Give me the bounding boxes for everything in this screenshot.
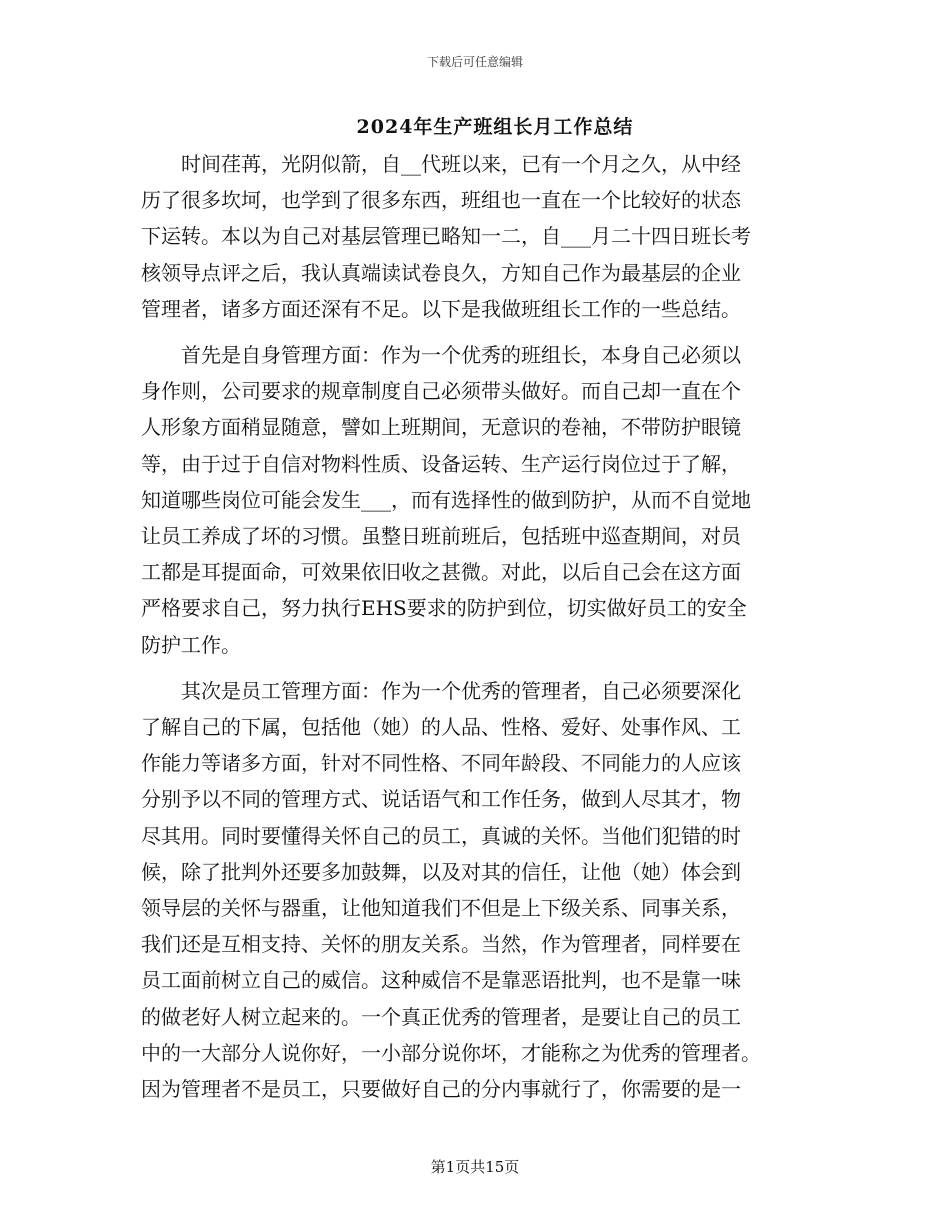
text-line: 等，由于过于自信对物料性质、设备运转、生产运行岗位过于了解，: [141, 451, 741, 476]
text-line: 防护工作。: [141, 632, 241, 657]
text-line: 尽其用。同时要懂得关怀自己的员工，真诚的关怀。当他们犯错的时: [141, 823, 741, 848]
document-title: 2024年生产班组长月工作总结: [356, 116, 634, 138]
text-line: 员工面前树立自己的威信。这种威信不是靠恶语批判，也不是靠一味: [141, 968, 741, 993]
text-line: 让员工养成了坏的习惯。虽整日班前班后，包括班中巡查期间，对员: [141, 524, 741, 549]
text-line: 历了很多坎坷，也学到了很多东西，班组也一直在一个比较好的状态: [141, 188, 741, 213]
text-line: 时间荏苒，光阴似箭，自__代班以来，已有一个月之久，从中经: [141, 152, 741, 176]
paragraph: [141, 337, 811, 663]
text-line: 管理者，诸多方面还深有不足。以下是我做班组长工作的一些总结。: [141, 296, 741, 321]
page-number: 第1页共15页: [430, 1158, 520, 1176]
text-line: 首先是自身管理方面：作为一个优秀的班组长，本身自己必须以: [141, 343, 741, 368]
text-line: 我们还是互相支持、关怀的朋友关系。当然，作为管理者，同样要在: [141, 932, 741, 957]
text-line: 人形象方面稍显随意，譬如上班期间，无意识的卷袖，不带防护眼镜: [141, 415, 741, 440]
text-line: 了解自己的下属，包括他（她）的人品、性格、爱好、处事作风、工: [141, 715, 741, 740]
text-line: 候，除了批判外还要多加鼓舞，以及对其的信任，让他（她）体会到: [141, 859, 741, 884]
text-line: 中的一大部分人说你好，一小部分说你坏，才能称之为优秀的管理者。: [141, 1040, 761, 1065]
text-line: 知道哪些岗位可能会发生___，而有选择性的做到防护，从而不自觉地: [141, 487, 751, 512]
text-line: 作能力等诸多方面，针对不同性格、不同年龄段、不同能力的人应该: [141, 751, 741, 776]
header-note: 下载后可任意编辑: [426, 55, 523, 69]
text-line: 严格要求自己，努力执行EHS要求的防护到位，切实做好员工的安全: [141, 596, 747, 621]
text-line: 身作则，公司要求的规章制度自己必须带头做好。而自己却一直在个: [141, 379, 741, 404]
text-line: 下运转。本以为自己对基层管理已略知一二，自___月二十四日班长考: [141, 224, 751, 249]
document-body: [141, 146, 811, 1107]
text-line: 领导层的关怀与器重，让他知道我们不但是上下级关系、同事关系，: [141, 896, 741, 921]
text-line: 的做老好人树立起来的。一个真正优秀的管理者，是要让自己的员工: [141, 1004, 741, 1029]
text-line: 核领导点评之后，我认真端读试卷良久，方知自己作为最基层的企业: [141, 260, 741, 285]
text-line: 分别予以不同的管理方式、说话语气和工作任务，做到人尽其才，物: [141, 787, 741, 812]
text-line: 其次是员工管理方面：作为一个优秀的管理者，自己必须要深化: [141, 678, 741, 703]
paragraph: [141, 673, 811, 1107]
text-line: 因为管理者不是员工，只要做好自己的分内事就行了，你需要的是一: [141, 1077, 741, 1102]
paragraph: [141, 146, 811, 327]
text-line: 工都是耳提面命，可效果依旧收之甚微。对此，以后自己会在这方面: [141, 560, 741, 585]
